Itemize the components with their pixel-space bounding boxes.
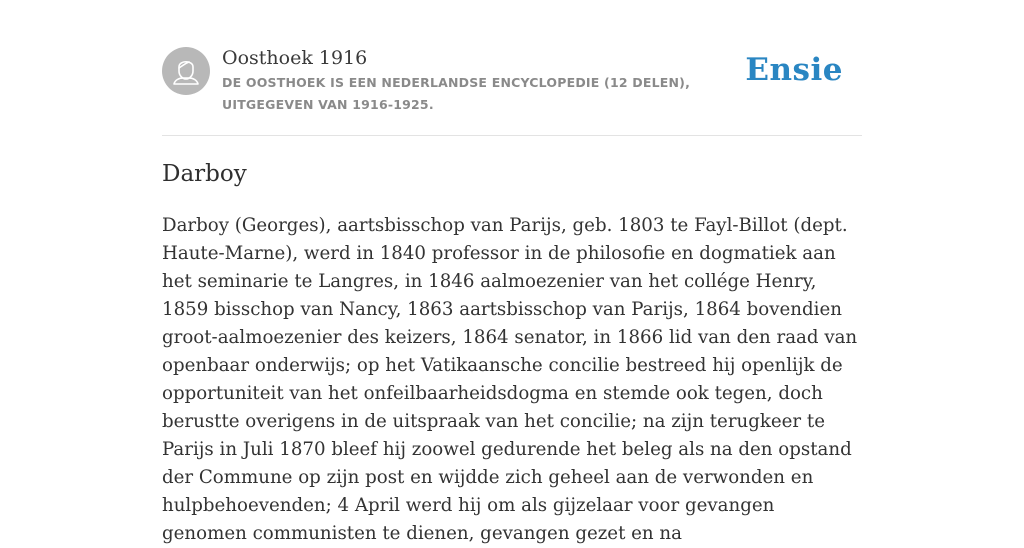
entry-body: Darboy (Georges), aartsbisschop van Parijs, geb. 1803 te Fayl-Billot (dept. Haute-Marne), werd in 1840 professor in de philosofie en dogmatiek aan het seminarie te Langres, in 1846 aalmoezenier van het collége Henry, 1859 bisschop van Nancy, 1863 aartsbisschop van Parijs, 1864 bovendien groot-aalmoezenier des keizers, 1864 senator, in 1866 lid van den raad van openbaar onderwijs; op het Vatikaansche concilie bestreed hij openlijk de opportuniteit van het onfeilbaarheidsdogma en stemde ook tegen, doch berustte overigens in de uitspraak van het concilie; na zijn terugkeer te Parijs in Juli 1870 bleef hij zoowel gedurende het beleg als na den opstand der Commune op zijn post en wijdde zich geheel aan de verwonden en hulpbehoevenden; 4 April werd hij om als gijzelaar voor gevangen genomen communisten te dienen, gevangen gezet en na	[162, 215, 858, 544]
source-title[interactable]: Oosthoek 1916	[222, 47, 368, 69]
ensie-logo-link[interactable]: Ensie	[745, 52, 843, 88]
user-placeholder-icon	[162, 47, 210, 95]
entry-title: Darboy	[162, 161, 247, 187]
header-divider	[162, 135, 862, 136]
source-avatar[interactable]	[162, 47, 210, 95]
source-description: DE OOSTHOEK IS EEN NEDERLANDSE ENCYCLOPEDIE (12 DELEN), UITGEGEVEN VAN 1916-1925.	[222, 75, 691, 112]
source-header	[162, 46, 862, 136]
